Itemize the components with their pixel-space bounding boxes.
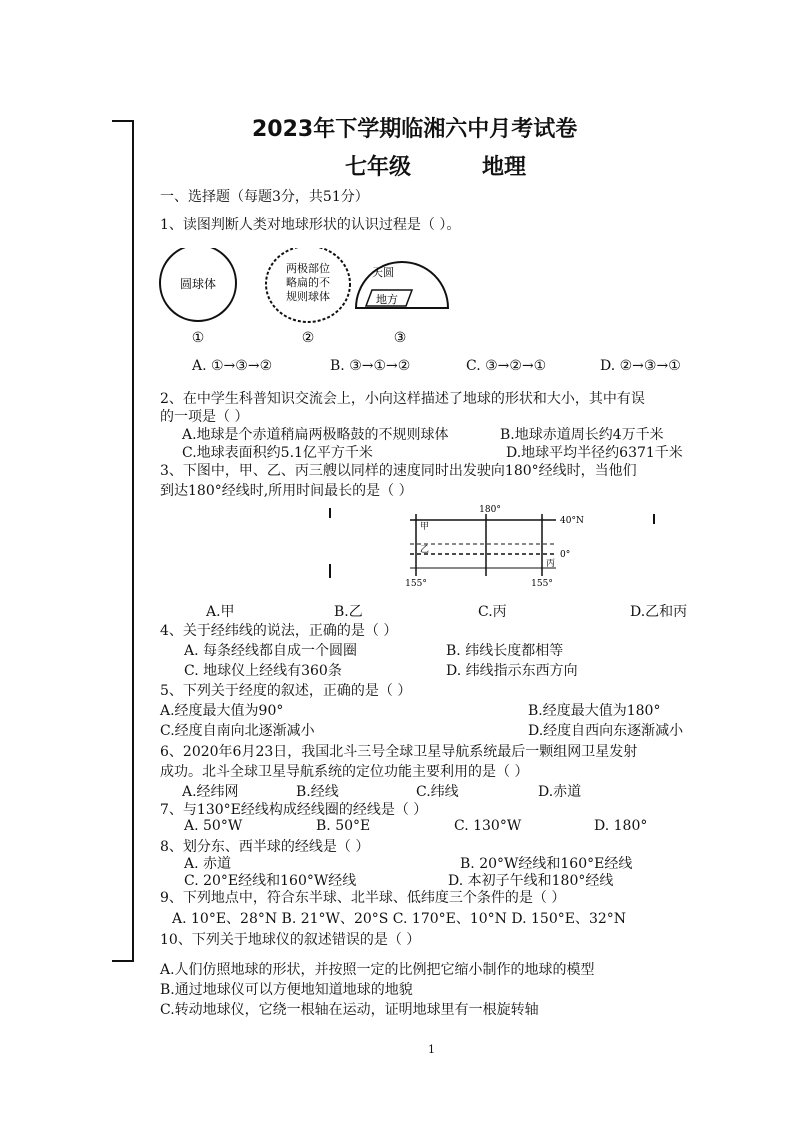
q2-option-c: C.地球表面积约5.1亿平方千米: [182, 445, 373, 461]
q4-option-c: C. 地球仪上经线有360条: [184, 663, 342, 679]
q5-option-d: D.经度自西向东逐渐减小: [528, 723, 684, 739]
q3-option-c: C.丙: [478, 604, 507, 620]
binding-margin-bracket: [112, 120, 134, 962]
fig1-number: ①: [191, 330, 205, 346]
map-top-label: 180°: [479, 505, 501, 515]
q7-option-a: A. 50°W: [184, 818, 243, 834]
q2-option-a: A.地球是个赤道稍扁两极略鼓的不规则球体: [182, 427, 449, 443]
fig3-bottom-label: 地方: [376, 293, 398, 306]
q8-option-b: B. 20°W经线和160°E经线: [460, 856, 633, 872]
ship-bing: 丙: [546, 559, 556, 569]
q2-stem-1: 2、在中学生科普知识交流会上，小向这样描述了地球的形状和大小，其中有误: [160, 391, 645, 407]
q1-option-b: B. ③→①→②: [330, 358, 411, 374]
q8-option-a: A. 赤道: [184, 856, 232, 872]
exam-title: 2023年下学期临湘六中月考试卷: [252, 117, 578, 142]
q5-stem: 5、下列关于经度的叙述，正确的是（ ）: [160, 683, 412, 699]
q9-options: A. 10°E、28°N B. 21°W、20°S C. 170°E、10°N D. 150°E、32°N: [172, 911, 627, 927]
q6-option-c: C.纬线: [416, 784, 459, 800]
q9-stem: 9、下列地点中，符合东半球、北半球、低纬度三个条件的是（ ）: [160, 890, 566, 906]
q7-option-d: D. 180°: [594, 818, 648, 834]
q1-option-a: A. ①→③→②: [192, 358, 273, 374]
q3-map: [320, 500, 670, 592]
q3-stem-2: 到达180°经线时,所用时间最长的是（ ）: [160, 483, 413, 499]
q1-option-c: C. ③→②→①: [466, 358, 547, 374]
q1-figures: [150, 248, 490, 348]
q10-option-a: A.人们仿照地球的形状，并按照一定的比例把它缩小制作的地球的模型: [160, 962, 595, 978]
fig2-line-3: 规则球体: [286, 290, 330, 303]
section-heading: 一、选择题（每题3分，共51分）: [160, 189, 369, 205]
fig3-number: ③: [393, 330, 407, 346]
q4-stem: 4、关于经纬线的说法，正确的是（ ）: [160, 623, 398, 639]
ship-jia: 甲: [420, 522, 430, 532]
grade-label: 七年级: [345, 155, 412, 180]
q7-stem: 7、与130°E经线构成经线圈的经线是（ ）: [160, 802, 428, 818]
q1-option-d: D. ②→③→①: [600, 358, 681, 374]
q10-stem: 10、下列关于地球仪的叙述错误的是（ ）: [160, 932, 421, 948]
q2-stem-2: 的一项是（ ）: [160, 409, 249, 425]
q1-stem: 1、读图判断人类对地球形状的认识过程是（ ）。: [160, 217, 461, 233]
q5-option-a: A.经度最大值为90°: [160, 703, 284, 719]
q8-option-c: C. 20°E经线和160°W经线: [184, 873, 357, 889]
q10-option-b: B.通过地球仪可以方便地知道地球的地貌: [160, 982, 413, 998]
q4-option-b: B. 纬线长度都相等: [446, 643, 564, 659]
q6-option-a: A.经纬网: [182, 784, 239, 800]
fig3-top-label: 天圆: [372, 266, 394, 279]
q6-option-d: D.赤道: [538, 784, 582, 800]
q8-option-d: D. 本初子午线和180°经线: [448, 873, 614, 889]
q5-option-b: B.经度最大值为180°: [528, 703, 661, 719]
q7-option-b: B. 50°E: [316, 818, 371, 834]
fig2-line-1: 两极部位: [286, 262, 330, 275]
q2-option-b: B.地球赤道周长约4万千米: [500, 427, 664, 443]
subject-label: 地理: [482, 155, 527, 180]
page-number: 1: [428, 1043, 435, 1056]
q3-stem-1: 3、下图中，甲、乙、丙三艘以同样的速度同时出发驶向180°经线时，当他们: [160, 463, 637, 479]
q5-option-c: C.经度自南向北逐渐减小: [160, 723, 315, 739]
q3-option-d: D.乙和丙: [630, 604, 688, 620]
fig3-dome: [356, 262, 448, 308]
q6-stem-1: 6、2020年6月23日，我国北斗三号全球卫星导航系统最后一颗组网卫星发射: [160, 744, 638, 760]
q6-stem-2: 成功。北斗全球卫星导航系统的定位功能主要利用的是（ ）: [160, 764, 529, 780]
q7-option-c: C. 130°W: [454, 818, 522, 834]
fig2-number: ②: [301, 330, 315, 346]
fig1-label: 圆球体: [179, 277, 217, 291]
q4-option-d: D. 纬线指示东西方向: [446, 663, 578, 679]
q2-option-d: D.地球平均半径约6371千米: [506, 445, 683, 461]
q8-stem: 8、划分东、西半球的经线是（ ）: [160, 839, 370, 855]
map-lat-40n: 40°N: [560, 516, 584, 526]
map-lon-left: 155°: [405, 579, 427, 589]
q3-option-b: B.乙: [334, 604, 363, 620]
q10-option-c: C.转动地球仪，它绕一根轴在运动，证明地球里有一根旋转轴: [160, 1002, 539, 1018]
q6-option-b: B.经线: [296, 784, 339, 800]
q4-option-a: A. 每条经线都自成一个圆圈: [184, 643, 358, 659]
fig2-line-2: 略扁的不: [286, 276, 330, 289]
ship-yi: 乙: [420, 545, 430, 555]
q3-option-a: A.甲: [206, 604, 235, 620]
map-lon-right: 155°: [531, 579, 553, 589]
map-lat-0: 0°: [560, 550, 571, 560]
